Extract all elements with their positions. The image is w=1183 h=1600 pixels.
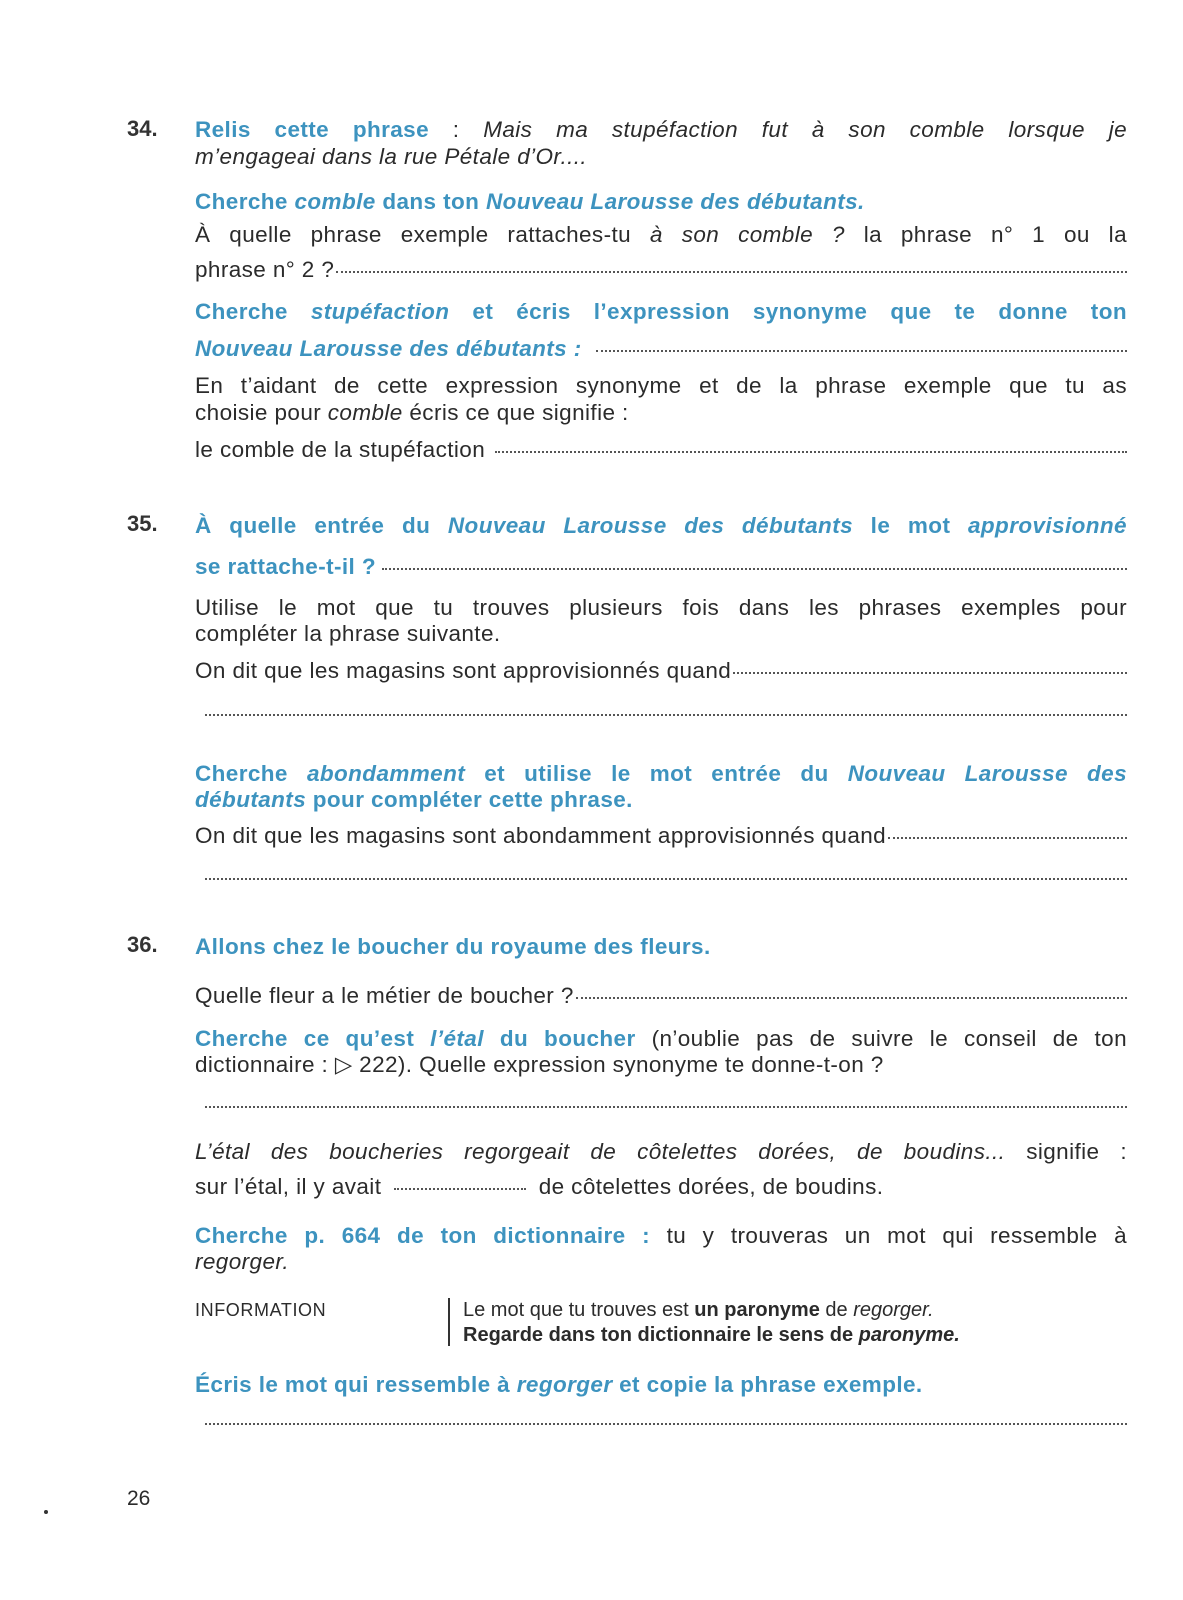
instruction-word: approvisionné <box>968 513 1127 538</box>
dictionary-title: Nouveau Larousse des débutants : <box>195 336 582 361</box>
question-text: signifie : <box>1026 1139 1127 1164</box>
ex35-line-7 <box>195 786 1127 813</box>
ex35-line-1 <box>195 512 1127 539</box>
ex34-line-7 <box>195 335 1127 362</box>
ex35-line-5 <box>195 657 1127 684</box>
quote-text: Mais ma stupéfaction fut à son comble lorsque je <box>483 117 1128 142</box>
instruction-text: Cherche <box>195 761 288 786</box>
info-text: Le mot que tu trouves est <box>463 1299 689 1321</box>
ex34-line-1 <box>195 116 1127 143</box>
info-italic: paronyme. <box>858 1324 960 1346</box>
instruction-text: se rattache-t-il ? <box>195 554 376 579</box>
dictionary-title: débutants <box>195 787 307 812</box>
instruction-text: Cherche ce qu’est <box>195 1026 415 1051</box>
answer-blank[interactable] <box>394 1188 526 1190</box>
ex35-line-4: compléter la phrase suivante. <box>195 621 501 646</box>
information-line-2 <box>463 1322 960 1348</box>
page-number: 26 <box>127 1487 151 1510</box>
instruction-text: et utilise le mot entrée du <box>484 761 829 786</box>
answer-blank[interactable] <box>888 836 1127 839</box>
question-text: de côtelettes dorées, de boudins. <box>538 1174 884 1199</box>
ex36-line-6 <box>195 1173 1127 1200</box>
information-label: INFORMATION <box>195 1300 327 1320</box>
answer-blank-line[interactable] <box>205 878 1127 880</box>
dictionary-title: Nouveau Larousse des débutants. <box>485 189 865 214</box>
ex35-line-8 <box>195 822 1127 849</box>
exercise-number: 34. <box>127 116 158 141</box>
instruction-text: dans ton <box>382 189 480 214</box>
answer-blank-line[interactable] <box>205 1106 1127 1108</box>
question-italic: comble <box>327 400 403 425</box>
question-text: écris ce que signifie : <box>409 400 629 425</box>
ex36-line-8: regorger. <box>195 1249 290 1274</box>
instruction-text: Relis cette phrase <box>195 117 430 142</box>
instruction-text: Cherche p. 664 de ton dictionnaire : <box>195 1223 651 1248</box>
ex34-line-6 <box>195 298 1127 325</box>
ex34-line-4 <box>195 221 1127 248</box>
instruction-text: Cherche <box>195 299 288 324</box>
question-text: phrase n° 2 ? <box>195 257 335 282</box>
ex35-line-3: Utilise le mot que tu trouves plusieurs fois dans les phrases exemples pour <box>195 595 1127 620</box>
info-text: Regarde dans ton dictionnaire le sens de <box>463 1324 854 1346</box>
info-bold: un paronyme <box>694 1299 820 1321</box>
instruction-text: pour compléter cette phrase. <box>312 787 633 812</box>
instruction-text: et copie la phrase exemple. <box>619 1372 923 1397</box>
exercise-number: 35. <box>127 511 158 536</box>
ex36-line-5 <box>195 1138 1127 1165</box>
question-text: On dit que les magasins sont approvisionnés quand <box>195 658 732 683</box>
ex34-line-3 <box>195 188 1127 215</box>
question-text: choisie pour <box>195 400 322 425</box>
answer-blank[interactable] <box>495 450 1127 453</box>
question-text: On dit que les magasins sont abondamment approvisionnés quand <box>195 823 887 848</box>
instruction-word: regorger <box>516 1372 613 1397</box>
instruction-word: stupéfaction <box>310 299 450 324</box>
question-italic: à son comble ? <box>649 222 845 247</box>
instruction-text: du boucher <box>499 1026 636 1051</box>
answer-blank[interactable] <box>336 270 1127 273</box>
answer-blank[interactable] <box>382 567 1127 570</box>
ex34-line-8: En t’aidant de cette expression synonyme et de la phrase exemple que tu as <box>195 373 1127 398</box>
quote-text: L’étal des boucheries regorgeait de côtelettes dorées, de boudins... <box>195 1139 1006 1164</box>
question-text: tu y trouveras un mot qui ressemble à <box>666 1223 1127 1248</box>
ex34-line-2: m’engageai dans la rue Pétale d’Or.... <box>195 144 588 169</box>
exercise-number: 36. <box>127 932 158 957</box>
answer-blank[interactable] <box>596 349 1127 352</box>
instruction-text: Cherche <box>195 189 288 214</box>
instruction-text: À quelle entrée du <box>195 513 431 538</box>
question-text: la phrase n° 1 ou la <box>863 222 1127 247</box>
dictionary-title: Nouveau Larousse des <box>847 761 1127 786</box>
ex34-line-9 <box>195 399 1127 426</box>
answer-blank[interactable] <box>576 996 1127 999</box>
scan-speck <box>44 1510 48 1514</box>
ex34-line-10 <box>195 436 1127 463</box>
ex36-line-7 <box>195 1222 1127 1249</box>
info-text: de <box>825 1299 848 1321</box>
colon: : <box>452 117 460 142</box>
ex36-line-3 <box>195 1025 1127 1052</box>
instruction-text: le mot <box>870 513 951 538</box>
question-text: À quelle phrase exemple rattaches-tu <box>195 222 632 247</box>
question-text: (n’oublie pas de suivre le conseil de ton <box>651 1026 1128 1051</box>
ex36-line-1: Allons chez le boucher du royaume des fleurs. <box>195 934 711 959</box>
instruction-text: et écris l’expression synonyme que te donne ton <box>472 299 1127 324</box>
ex34-line-5 <box>195 256 1127 283</box>
instruction-word: l’étal <box>430 1026 484 1051</box>
answer-blank-line[interactable] <box>205 714 1127 716</box>
question-text: sur l’étal, il y avait <box>195 1174 382 1199</box>
question-text: le comble de la stupéfaction <box>195 437 486 462</box>
ex36-line-9 <box>195 1371 1127 1398</box>
instruction-text: Écris le mot qui ressemble à <box>195 1372 511 1397</box>
instruction-word: abondamment <box>306 761 466 786</box>
ex36-line-4: dictionnaire : ▷ 222). Quelle expression synonyme te donne-t-on ? <box>195 1052 884 1077</box>
info-italic: regorger. <box>853 1299 934 1321</box>
ex35-line-6 <box>195 760 1127 787</box>
answer-blank-line[interactable] <box>205 1423 1127 1425</box>
ex35-line-2 <box>195 553 1127 580</box>
answer-blank[interactable] <box>733 671 1127 674</box>
ex36-line-2 <box>195 982 1127 1009</box>
instruction-word: comble <box>294 189 376 214</box>
dictionary-title: Nouveau Larousse des débutants <box>447 513 854 538</box>
information-line-1 <box>463 1297 934 1323</box>
information-divider <box>448 1298 450 1346</box>
question-text: Quelle fleur a le métier de boucher ? <box>195 983 574 1008</box>
